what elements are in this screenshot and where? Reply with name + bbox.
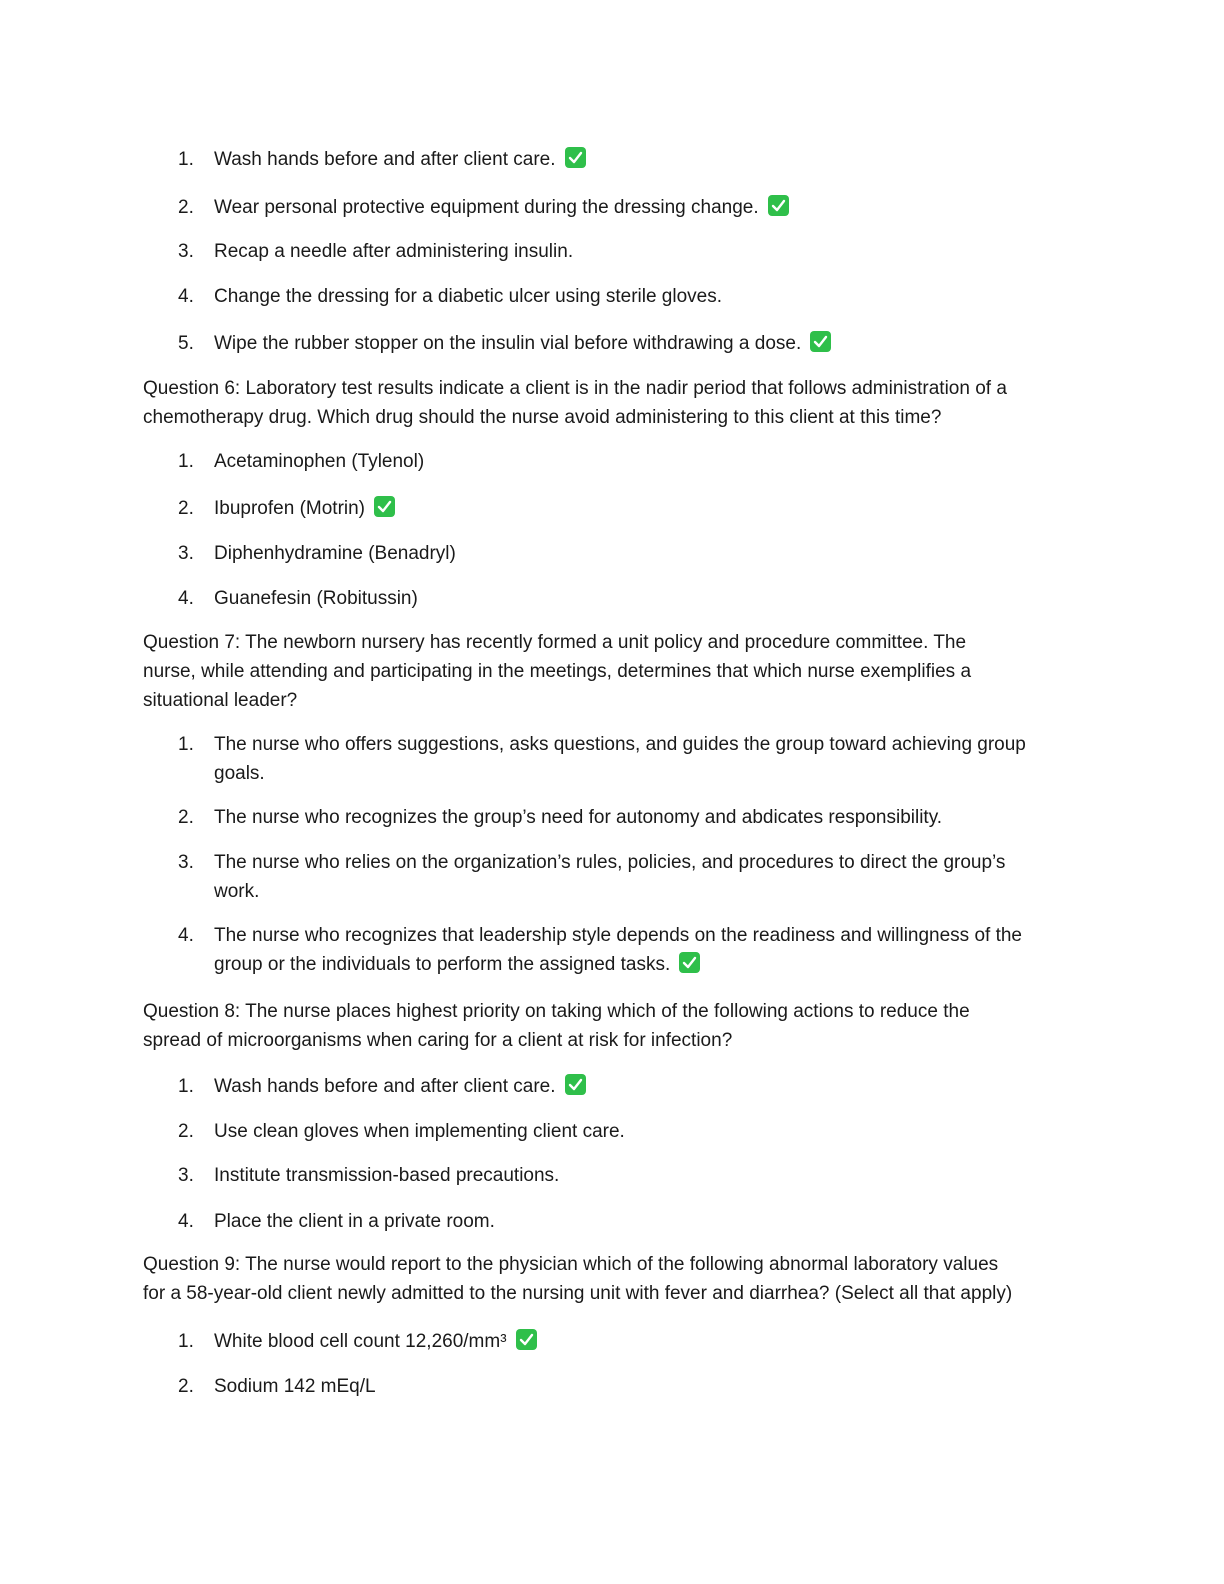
option-text: White blood cell count 12,260/mm³ [214,1327,537,1356]
option-line: goals. [214,763,265,784]
option-text: Institute transmission-based precautions. [214,1165,560,1186]
check-mark-icon [516,1329,537,1350]
question-line: Question 9: The nurse would report to the physician which of the following abnormal laboratory values [143,1254,999,1275]
question-line: Question 8: The nurse places highest priority on taking which of the following actions to reduce the [143,1001,970,1022]
check-mark-icon [565,1074,586,1095]
option-text [214,730,1074,788]
option-text: Wipe the rubber stopper on the insulin vial before withdrawing a dose. [214,329,831,358]
option-line: work. [214,881,260,902]
question-line: Question 6: Laboratory test results indicate a client is in the nadir period that follows administration of a [143,378,1007,399]
question-line: chemotherapy drug. Which drug should the nurse avoid administering to this client at this time? [143,407,942,428]
question-8-stem [143,997,1073,1055]
check-mark-icon [679,952,700,973]
option-number: 2. [178,1121,194,1142]
question-line: spread of microorganisms when caring for a client at risk for infection? [143,1030,733,1051]
option-line: The nurse who relies on the organization’s rules, policies, and procedures to direct the group’s [214,852,1006,873]
check-mark-icon [768,195,789,216]
option-text: Wear personal protective equipment during the dressing change. [214,193,789,222]
option-line: The nurse who recognizes that leadership style depends on the readiness and willingness of the [214,925,1023,946]
option-text: Acetaminophen (Tylenol) [214,451,425,472]
option-number: 1. [178,149,194,170]
question-line: nurse, while attending and participating in the meetings, determines that which nurse exemplifies a [143,661,972,682]
option-text: Place the client in a private room. [214,1211,495,1232]
option-number: 3. [178,1165,194,1186]
option-text: Diphenhydramine (Benadryl) [214,543,456,564]
option-number: 5. [178,333,194,354]
option-text: Sodium 142 mEq/L [214,1376,376,1397]
question-line: situational leader? [143,690,298,711]
option-number: 3. [178,543,194,564]
option-line: The nurse who offers suggestions, asks questions, and guides the group toward achieving group [214,734,1026,755]
option-number: 2. [178,498,194,519]
option-text: Use clean gloves when implementing client care. [214,1121,625,1142]
question-line: for a 58-year-old client newly admitted to the nursing unit with fever and diarrhea? (Select all that apply) [143,1283,1013,1304]
option-number: 4. [178,925,194,946]
option-text [214,921,1074,979]
check-mark-icon [565,147,586,168]
option-number: 1. [178,1076,194,1097]
option-text: Recap a needle after administering insulin. [214,241,574,262]
option-number: 2. [178,807,194,828]
option-text: Wash hands before and after client care. [214,1072,586,1101]
question-9-stem [143,1250,1073,1308]
option-number: 4. [178,286,194,307]
check-mark-icon [374,496,395,517]
option-text: Guanefesin (Robitussin) [214,588,418,609]
option-number: 3. [178,852,194,873]
option-number: 1. [178,1331,194,1352]
check-mark-icon [810,331,831,352]
option-line: group or the individuals to perform the assigned tasks. [214,950,1074,979]
option-number: 1. [178,734,194,755]
question-6-stem [143,374,1073,432]
option-text: Wash hands before and after client care. [214,145,586,174]
question-line: Question 7: The newborn nursery has recently formed a unit policy and procedure committee. The [143,632,967,653]
option-text [214,848,1074,906]
option-line: The nurse who recognizes the group’s need for autonomy and abdicates responsibility. [214,807,943,828]
option-text [214,803,1074,832]
option-text: Ibuprofen (Motrin) [214,494,395,523]
question-7-stem [143,628,1073,715]
option-number: 4. [178,588,194,609]
option-number: 2. [178,1376,194,1397]
option-text: Change the dressing for a diabetic ulcer using sterile gloves. [214,286,723,307]
option-number: 4. [178,1211,194,1232]
option-number: 3. [178,241,194,262]
option-number: 2. [178,197,194,218]
option-number: 1. [178,451,194,472]
